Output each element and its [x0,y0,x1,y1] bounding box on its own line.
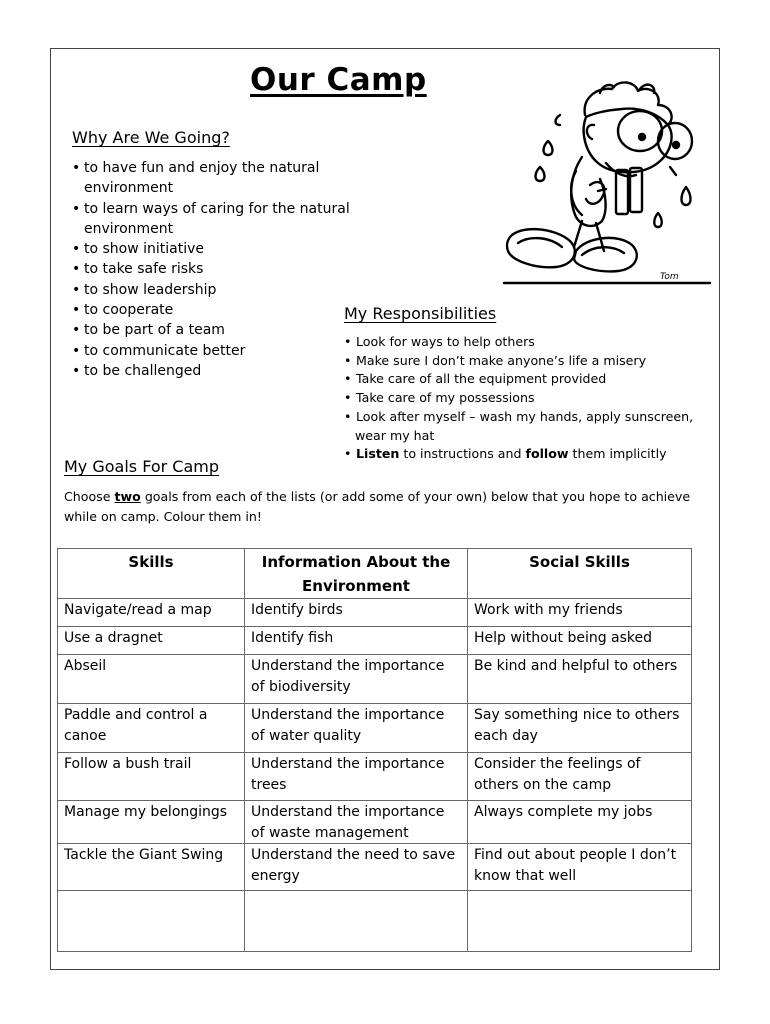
table-cell[interactable]: Understand the importance of biodiversity [245,655,468,704]
table-cell[interactable]: Understand the need to save energy [245,844,468,891]
table-header-row [58,549,692,599]
table-row [58,704,692,753]
table-cell[interactable]: Paddle and control a canoe [58,704,245,753]
table-cell[interactable]: Navigate/read a map [58,599,245,627]
table-cell[interactable] [58,891,245,952]
table-cell[interactable] [245,891,468,952]
why-item: • to take safe risks [72,261,204,278]
why-item: • to learn ways of caring for the natural environment [72,200,350,237]
why-heading: Why Are We Going? [72,128,230,147]
table-cell[interactable] [468,891,692,952]
table-cell[interactable]: Use a dragnet [58,627,245,655]
why-item: • to be part of a team [72,322,225,339]
responsibility-item: • Take care of all the equipment provided [344,371,607,387]
why-item: • to show initiative [72,241,205,258]
table-row [58,655,692,704]
responsibility-item: • Look for ways to help others [344,334,535,349]
responsibilities-list [344,333,709,464]
table-cell[interactable]: Understand the importance of waste management [245,801,468,844]
page-title: Our Camp [250,62,427,98]
table-row [58,844,692,891]
goals-intro: Choose two goals from each of the lists (or add some of your own) below that you hope to achieve while on camp. Colour them in! [64,489,691,524]
why-item: • to cooperate [72,302,174,319]
responsibilities-heading: My Responsibilities [344,304,497,323]
column-header-social: Social Skills [468,549,692,599]
why-item: • to show leadership [72,281,217,298]
table-cell[interactable]: Identify birds [245,599,468,627]
table-row [58,753,692,801]
responsibility-item: • Listen to instructions and follow them implicitly [344,446,667,462]
table-cell[interactable]: Understand the importance trees [245,753,468,801]
responsibility-item: • Make sure I don’t make anyone’s life a misery [344,352,647,368]
why-item: • to have fun and enjoy the natural environment [72,160,320,197]
table-cell[interactable]: Always complete my jobs [468,801,692,844]
artist-signature: Tom [660,272,679,282]
table-row [58,627,692,655]
goals-heading: My Goals For Camp [64,457,220,476]
table-cell[interactable]: Work with my friends [468,599,692,627]
responsibility-item: • Take care of my possessions [344,390,535,406]
table-cell[interactable]: Say something nice to others each day [468,704,692,753]
column-header-environment: Information About the Environment [245,549,468,599]
table-cell[interactable]: Follow a bush trail [58,753,245,801]
responsibility-item: • Look after myself – wash my hands, apply sunscreen, wear my hat [344,408,694,443]
table-cell[interactable]: Tackle the Giant Swing [58,844,245,891]
table-cell[interactable]: Help without being asked [468,627,692,655]
goals-table [57,548,692,952]
table-cell[interactable]: Identify fish [245,627,468,655]
table-row [58,599,692,627]
table-cell[interactable]: Find out about people I don’t know that well [468,844,692,891]
table-row [58,801,692,844]
column-header-skills: Skills [58,549,245,599]
table-cell[interactable]: Manage my belongings [58,801,245,844]
table-row-empty [58,891,692,952]
table-cell[interactable]: Be kind and helpful to others [468,655,692,704]
table-cell[interactable]: Abseil [58,655,245,704]
why-item: • to communicate better [72,342,246,359]
table-cell[interactable]: Consider the feelings of others on the camp [468,753,692,801]
why-list [72,158,372,381]
why-item: • to be challenged [72,362,202,379]
nervous-boy-cartoon-icon [490,75,715,290]
table-cell[interactable]: Understand the importance of water quality [245,704,468,753]
